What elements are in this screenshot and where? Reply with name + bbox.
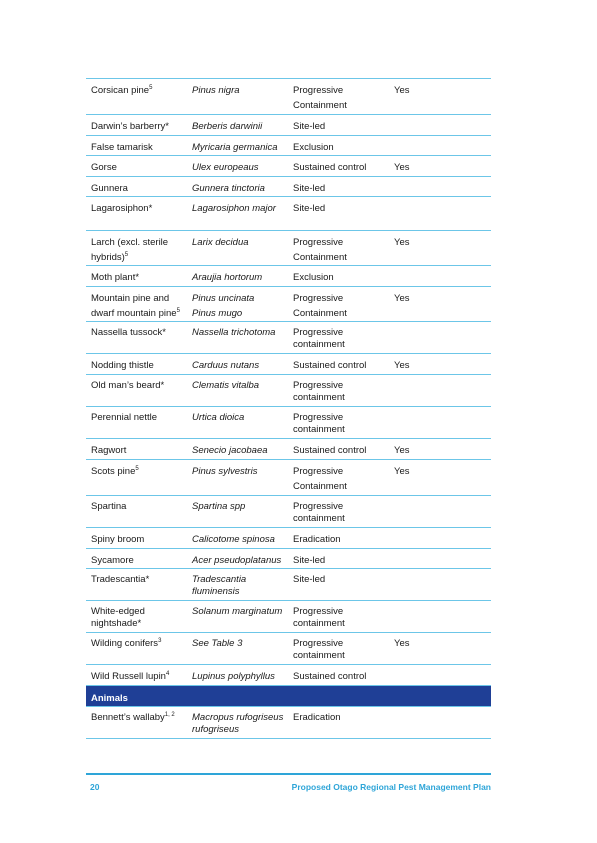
common-name: Wild Russell lupin$^4$ xyxy=(91,670,170,682)
common-name: Ragwort xyxy=(91,445,127,456)
programme: Progressive Containment xyxy=(293,85,347,111)
table-row xyxy=(86,549,491,569)
document-title: Proposed Otago Regional Pest Management Plan xyxy=(291,782,491,792)
scientific-name: Spartina spp xyxy=(192,501,246,512)
flag xyxy=(389,496,491,527)
flag xyxy=(389,707,491,738)
page-number: 20 xyxy=(90,782,100,792)
programme: Progressive containment xyxy=(293,327,345,350)
scientific-name: Pinus nigra xyxy=(192,85,240,96)
flag: Yes xyxy=(394,445,410,456)
common-name: Old man’s beard* xyxy=(91,380,165,391)
table-row xyxy=(86,665,491,686)
programme: Eradication xyxy=(293,712,341,723)
common-name: White-edged nightshade* xyxy=(91,606,145,629)
flag: Yes xyxy=(394,466,410,477)
programme: Exclusion xyxy=(293,272,334,283)
programme: Progressive Containment xyxy=(293,293,347,319)
table-row xyxy=(86,136,491,156)
table-row xyxy=(86,569,491,601)
flag xyxy=(389,266,491,286)
programme: Progressive containment xyxy=(293,412,345,435)
programme: Sustained control xyxy=(293,445,367,456)
scientific-name: Myricaria germanica xyxy=(192,142,278,153)
common-name: Bennett’s wallaby$^{1, 2}$ xyxy=(91,711,175,723)
table-row xyxy=(86,115,491,136)
scientific-name: Tradescantia fluminensis xyxy=(192,574,247,597)
section-label: Animals xyxy=(91,693,128,704)
flag xyxy=(389,569,491,600)
common-name: Perennial nettle xyxy=(91,412,158,423)
flag: Yes xyxy=(394,162,410,173)
common-name: Lagarosiphon* xyxy=(91,203,153,214)
common-name: Wilding conifers$^3$ xyxy=(91,637,162,649)
flag: Yes xyxy=(394,293,410,304)
scientific-name: Urtica dioica xyxy=(192,412,245,423)
scientific-name: Senecio jacobaea xyxy=(192,445,268,456)
common-name: Gunnera xyxy=(91,183,128,194)
programme: Site-led xyxy=(293,183,326,194)
flag xyxy=(389,322,491,353)
table-row xyxy=(86,156,491,177)
scientific-name: Lupinus polyphyllus xyxy=(192,671,275,682)
scientific-name: Lagarosiphon major xyxy=(192,203,276,214)
flag xyxy=(389,601,491,632)
scientific-name: Solanum marginatum xyxy=(192,606,283,617)
flag xyxy=(389,528,491,548)
flag: Yes xyxy=(394,638,410,649)
scientific-name: Berberis darwinii xyxy=(192,121,263,132)
scientific-name: Acer pseudoplatanus xyxy=(192,555,282,566)
section-header-animals xyxy=(86,686,491,707)
programme: Sustained control xyxy=(293,162,367,173)
flag: Yes xyxy=(394,85,410,96)
table-row xyxy=(86,231,491,266)
common-name: Nodding thistle xyxy=(91,360,154,371)
scientific-name: Pinus sylvestris xyxy=(192,466,258,477)
scientific-name: Pinus uncinata Pinus mugo xyxy=(192,293,255,319)
flag xyxy=(389,407,491,438)
programme: Site-led xyxy=(293,203,326,214)
common-name: Tradescantia* xyxy=(91,574,150,585)
scientific-name: See Table 3 xyxy=(192,638,243,649)
flag xyxy=(389,665,491,685)
scientific-name: Gunnera tinctoria xyxy=(192,183,265,194)
table-row xyxy=(86,460,491,496)
scientific-name: Araujia hortorum xyxy=(192,272,263,283)
programme: Eradication xyxy=(293,534,341,545)
table-row xyxy=(86,266,491,287)
table-row xyxy=(86,407,491,439)
table-row xyxy=(86,496,491,528)
scientific-name: Clematis vitalba xyxy=(192,380,260,391)
scientific-name: Nassella trichotoma xyxy=(192,327,276,338)
scientific-name: Macropus rufogriseus rufogriseus xyxy=(192,712,284,735)
flag xyxy=(389,375,491,406)
common-name: Nassella tussock* xyxy=(91,327,166,338)
common-name: Mountain pine and dwarf mountain pine$^5$ xyxy=(91,293,180,319)
scientific-name: Carduus nutans xyxy=(192,360,260,371)
programme: Site-led xyxy=(293,555,326,566)
common-name: False tamarisk xyxy=(91,142,153,153)
table-row xyxy=(86,79,491,115)
table-row xyxy=(86,354,491,375)
table-row xyxy=(86,601,491,633)
scientific-name: Calicotome spinosa xyxy=(192,534,275,545)
flag xyxy=(389,197,491,230)
table-row xyxy=(86,528,491,549)
pest-table xyxy=(86,78,491,739)
programme: Progressive containment xyxy=(293,638,345,661)
common-name: Gorse xyxy=(91,162,117,173)
flag xyxy=(389,549,491,568)
programme: Sustained control xyxy=(293,360,367,371)
flag xyxy=(389,136,491,155)
programme: Sustained control xyxy=(293,671,367,682)
table-row xyxy=(86,322,491,354)
table-row xyxy=(86,707,491,739)
common-name: Spartina xyxy=(91,501,127,512)
footer-divider xyxy=(86,773,491,775)
common-name: Sycamore xyxy=(91,555,134,566)
common-name: Spiny broom xyxy=(91,534,145,545)
table-row xyxy=(86,375,491,407)
scientific-name: Larix decidua xyxy=(192,237,249,248)
programme: Site-led xyxy=(293,574,326,585)
common-name: Scots pine$^5$ xyxy=(91,465,139,477)
common-name: Larch (excl. sterile hybrids)$^5$ xyxy=(91,237,169,263)
table-row xyxy=(86,633,491,665)
programme: Progressive Containment xyxy=(293,466,347,492)
programme: Exclusion xyxy=(293,142,334,153)
common-name: Moth plant* xyxy=(91,272,140,283)
common-name: Darwin’s barberry* xyxy=(91,121,169,132)
table-row xyxy=(86,287,491,322)
scientific-name: Ulex europeaus xyxy=(192,162,259,173)
programme: Progressive Containment xyxy=(293,237,347,263)
table-row xyxy=(86,439,491,460)
table-row xyxy=(86,197,491,231)
programme: Site-led xyxy=(293,121,326,132)
programme: Progressive containment xyxy=(293,501,345,524)
programme: Progressive containment xyxy=(293,606,345,629)
flag xyxy=(389,115,491,135)
table-row xyxy=(86,177,491,197)
common-name: Corsican pine$^5$ xyxy=(91,84,153,96)
flag: Yes xyxy=(394,360,410,371)
flag xyxy=(389,177,491,196)
programme: Progressive containment xyxy=(293,380,345,403)
flag: Yes xyxy=(394,237,410,248)
